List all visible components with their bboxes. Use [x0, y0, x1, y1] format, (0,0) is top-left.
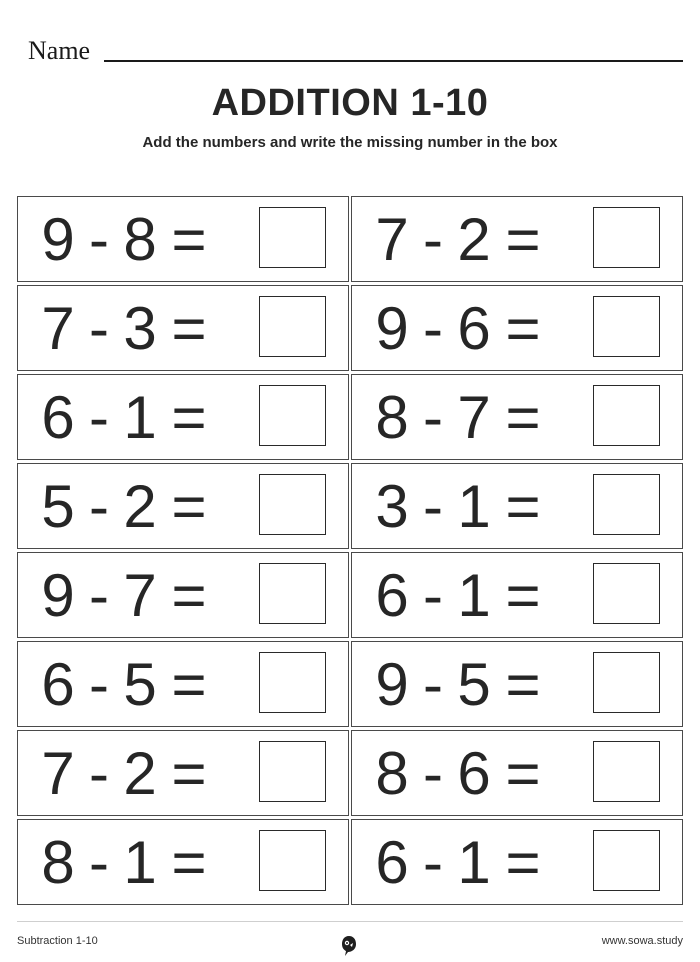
problem-cell [17, 463, 349, 549]
equals-sign: = [505, 561, 541, 629]
answer-box[interactable] [593, 296, 660, 357]
equals-sign: = [505, 205, 541, 273]
subtrahend: 1 [123, 383, 157, 451]
subtrahend: 1 [457, 561, 491, 629]
problem-expression [40, 731, 220, 815]
name-label: Name [28, 36, 91, 65]
subtrahend: 6 [457, 294, 491, 362]
answer-box[interactable] [259, 207, 326, 268]
problem-expression [374, 197, 554, 281]
problem-expression [374, 286, 554, 370]
minuend: 9 [375, 650, 409, 718]
answer-box[interactable] [593, 741, 660, 802]
minus-operator: - [89, 650, 109, 718]
footer-worksheet-name: Subtraction 1-10 [17, 935, 98, 947]
equals-sign: = [505, 739, 541, 807]
subtrahend: 2 [457, 205, 491, 273]
subtrahend: 2 [123, 739, 157, 807]
minus-operator: - [89, 739, 109, 807]
problem-cell [351, 285, 683, 371]
problem-cell [351, 374, 683, 460]
minuend: 9 [375, 294, 409, 362]
problem-expression [374, 553, 554, 637]
equals-sign: = [505, 383, 541, 451]
equals-sign: = [171, 561, 207, 629]
equals-sign: = [505, 472, 541, 540]
problem-cell [17, 730, 349, 816]
problem-cell [17, 819, 349, 905]
footer-website: www.sowa.study [601, 935, 683, 947]
subtrahend: 1 [457, 828, 491, 896]
equals-sign: = [505, 828, 541, 896]
minuend: 7 [41, 294, 75, 362]
answer-box[interactable] [259, 652, 326, 713]
problem-expression [40, 197, 220, 281]
problem-cell [351, 552, 683, 638]
subtrahend: 1 [457, 472, 491, 540]
equals-sign: = [171, 294, 207, 362]
minuend: 3 [375, 472, 409, 540]
minus-operator: - [89, 561, 109, 629]
minuend: 6 [375, 561, 409, 629]
problem-expression [374, 464, 554, 548]
problem-grid [17, 196, 683, 908]
answer-box[interactable] [593, 207, 660, 268]
equals-sign: = [171, 828, 207, 896]
problem-cell [351, 641, 683, 727]
answer-box[interactable] [593, 474, 660, 535]
minuend: 6 [41, 383, 75, 451]
minuend: 7 [41, 739, 75, 807]
minus-operator: - [89, 205, 109, 273]
subtrahend: 1 [123, 828, 157, 896]
problem-cell [17, 374, 349, 460]
minus-operator: - [423, 383, 443, 451]
problem-cell [17, 641, 349, 727]
minus-operator: - [423, 561, 443, 629]
minus-operator: - [423, 472, 443, 540]
subtrahend: 2 [123, 472, 157, 540]
equals-sign: = [171, 205, 207, 273]
problem-cell [351, 819, 683, 905]
name-row [28, 36, 683, 66]
minus-operator: - [423, 205, 443, 273]
problem-expression [374, 375, 554, 459]
problem-expression [40, 464, 220, 548]
minuend: 9 [41, 561, 75, 629]
problem-expression [374, 642, 554, 726]
minus-operator: - [89, 472, 109, 540]
answer-box[interactable] [593, 652, 660, 713]
problem-cell [17, 196, 349, 282]
minus-operator: - [423, 294, 443, 362]
problem-expression [40, 375, 220, 459]
answer-box[interactable] [259, 474, 326, 535]
footer-divider [17, 921, 683, 922]
subtrahend: 7 [123, 561, 157, 629]
subtrahend: 3 [123, 294, 157, 362]
answer-box[interactable] [259, 830, 326, 891]
worksheet-title: ADDITION 1-10 [211, 82, 489, 124]
minus-operator: - [89, 383, 109, 451]
minuend: 8 [375, 383, 409, 451]
minus-operator: - [89, 828, 109, 896]
subtrahend: 6 [457, 739, 491, 807]
equals-sign: = [171, 472, 207, 540]
problem-cell [17, 552, 349, 638]
subtrahend: 7 [457, 383, 491, 451]
minuend: 8 [41, 828, 75, 896]
minus-operator: - [89, 294, 109, 362]
problem-cell [351, 463, 683, 549]
minuend: 9 [41, 205, 75, 273]
minuend: 8 [375, 739, 409, 807]
owl-logo-icon [339, 935, 359, 957]
equals-sign: = [505, 294, 541, 362]
minuend: 6 [375, 828, 409, 896]
name-write-line[interactable] [104, 60, 683, 62]
answer-box[interactable] [593, 830, 660, 891]
problem-expression [374, 820, 554, 904]
worksheet-instructions: Add the numbers and write the missing number in the box [142, 134, 558, 151]
answer-box[interactable] [259, 385, 326, 446]
subtrahend: 5 [123, 650, 157, 718]
answer-box[interactable] [259, 563, 326, 624]
problem-cell [351, 730, 683, 816]
problem-expression [374, 731, 554, 815]
equals-sign: = [505, 650, 541, 718]
answer-box[interactable] [593, 563, 660, 624]
subtrahend: 8 [123, 205, 157, 273]
problem-expression [40, 286, 220, 370]
minuend: 7 [375, 205, 409, 273]
problem-expression [40, 820, 220, 904]
problem-cell [351, 196, 683, 282]
minus-operator: - [423, 739, 443, 807]
problem-expression [40, 553, 220, 637]
answer-box[interactable] [259, 296, 326, 357]
answer-box[interactable] [259, 741, 326, 802]
problem-cell [17, 285, 349, 371]
equals-sign: = [171, 650, 207, 718]
equals-sign: = [171, 739, 207, 807]
minuend: 6 [41, 650, 75, 718]
problem-expression [40, 642, 220, 726]
subtrahend: 5 [457, 650, 491, 718]
equals-sign: = [171, 383, 207, 451]
answer-box[interactable] [593, 385, 660, 446]
minuend: 5 [41, 472, 75, 540]
minus-operator: - [423, 828, 443, 896]
minus-operator: - [423, 650, 443, 718]
